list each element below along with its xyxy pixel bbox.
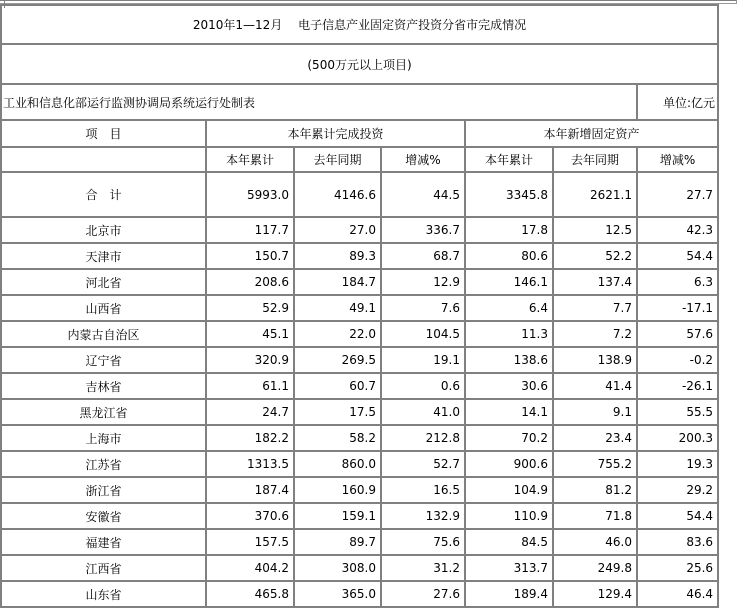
- item-column-header: 项 目: [1, 120, 206, 147]
- empty-header-cell: [1, 147, 206, 172]
- value-cell: 104.9: [465, 477, 553, 503]
- sub-header-last-year: 去年同期: [294, 147, 381, 172]
- row-label-cell: 山西省: [1, 295, 206, 321]
- value-cell: 755.2: [553, 451, 637, 477]
- value-cell: 200.3: [637, 425, 718, 451]
- sub-header-this-year: 本年累计: [206, 147, 294, 172]
- value-cell: 12.5: [553, 217, 637, 243]
- value-cell: 1313.5: [206, 451, 294, 477]
- value-cell: 52.2: [553, 243, 637, 269]
- value-cell: -17.1: [637, 295, 718, 321]
- value-cell: 42.3: [637, 217, 718, 243]
- value-cell: 160.9: [294, 477, 381, 503]
- producer-row: [1, 84, 718, 120]
- table-row: [1, 217, 718, 243]
- value-cell: 0.6: [381, 373, 465, 399]
- row-label-cell: 山东省: [1, 581, 206, 607]
- value-cell: 70.2: [465, 425, 553, 451]
- value-cell: 208.6: [206, 269, 294, 295]
- subtitle-row: [1, 44, 718, 84]
- value-cell: 58.2: [294, 425, 381, 451]
- group-header-completed-investment: 本年累计完成投资: [206, 120, 465, 147]
- row-label-cell: 河北省: [1, 269, 206, 295]
- sub-header-last-year: 去年同期: [553, 147, 637, 172]
- value-cell: 29.2: [637, 477, 718, 503]
- value-cell: 52.7: [381, 451, 465, 477]
- row-label-cell: 辽宁省: [1, 347, 206, 373]
- value-cell: 17.5: [294, 399, 381, 425]
- value-cell: 320.9: [206, 347, 294, 373]
- value-cell: 187.4: [206, 477, 294, 503]
- table-row: [1, 243, 718, 269]
- value-cell: 14.1: [465, 399, 553, 425]
- value-cell: 2621.1: [553, 172, 637, 217]
- investment-table: [0, 4, 719, 608]
- table-row: [1, 529, 718, 555]
- row-label-cell: 江西省: [1, 555, 206, 581]
- value-cell: 71.8: [553, 503, 637, 529]
- group-header-new-fixed-assets: 本年新增固定资产: [465, 120, 718, 147]
- value-cell: 132.9: [381, 503, 465, 529]
- header-group-row: [1, 120, 718, 147]
- table-row-total: [1, 172, 718, 217]
- row-label-cell: 吉林省: [1, 373, 206, 399]
- value-cell: 365.0: [294, 581, 381, 607]
- value-cell: 900.6: [465, 451, 553, 477]
- value-cell: 6.4: [465, 295, 553, 321]
- value-cell: 31.2: [381, 555, 465, 581]
- row-label-cell: 上海市: [1, 425, 206, 451]
- value-cell: 184.7: [294, 269, 381, 295]
- value-cell: 25.6: [637, 555, 718, 581]
- sub-header-change: 增减%: [637, 147, 718, 172]
- value-cell: 7.2: [553, 321, 637, 347]
- value-cell: 313.7: [465, 555, 553, 581]
- table-row: [1, 451, 718, 477]
- value-cell: 17.8: [465, 217, 553, 243]
- value-cell: 189.4: [465, 581, 553, 607]
- row-label-cell: 合 计: [1, 172, 206, 217]
- value-cell: 6.3: [637, 269, 718, 295]
- sub-header-change: 增减%: [381, 147, 465, 172]
- table-row: [1, 503, 718, 529]
- value-cell: -26.1: [637, 373, 718, 399]
- value-cell: 19.3: [637, 451, 718, 477]
- value-cell: 19.1: [381, 347, 465, 373]
- value-cell: 12.9: [381, 269, 465, 295]
- value-cell: 49.1: [294, 295, 381, 321]
- value-cell: 4146.6: [294, 172, 381, 217]
- value-cell: 11.3: [465, 321, 553, 347]
- value-cell: 68.7: [381, 243, 465, 269]
- value-cell: 110.9: [465, 503, 553, 529]
- value-cell: 16.5: [381, 477, 465, 503]
- row-label-cell: 北京市: [1, 217, 206, 243]
- value-cell: 137.4: [553, 269, 637, 295]
- table-row: [1, 399, 718, 425]
- value-cell: 150.7: [206, 243, 294, 269]
- value-cell: 146.1: [465, 269, 553, 295]
- value-cell: 60.7: [294, 373, 381, 399]
- value-cell: 138.6: [465, 347, 553, 373]
- value-cell: 89.3: [294, 243, 381, 269]
- row-label-cell: 天津市: [1, 243, 206, 269]
- value-cell: 3345.8: [465, 172, 553, 217]
- table-row: [1, 425, 718, 451]
- value-cell: 7.6: [381, 295, 465, 321]
- value-cell: 75.6: [381, 529, 465, 555]
- value-cell: 54.4: [637, 243, 718, 269]
- cropped-table-edge: [0, 0, 737, 4]
- table-row: [1, 295, 718, 321]
- value-cell: 22.0: [294, 321, 381, 347]
- value-cell: 30.6: [465, 373, 553, 399]
- value-cell: 182.2: [206, 425, 294, 451]
- value-cell: 45.1: [206, 321, 294, 347]
- value-cell: 212.8: [381, 425, 465, 451]
- value-cell: 44.5: [381, 172, 465, 217]
- header-sub-row: [1, 147, 718, 172]
- value-cell: 5993.0: [206, 172, 294, 217]
- value-cell: 83.6: [637, 529, 718, 555]
- value-cell: 27.0: [294, 217, 381, 243]
- value-cell: 89.7: [294, 529, 381, 555]
- table-row: [1, 581, 718, 607]
- value-cell: 81.2: [553, 477, 637, 503]
- value-cell: 46.4: [637, 581, 718, 607]
- value-cell: 308.0: [294, 555, 381, 581]
- value-cell: 61.1: [206, 373, 294, 399]
- value-cell: 138.9: [553, 347, 637, 373]
- row-label-cell: 浙江省: [1, 477, 206, 503]
- value-cell: -0.2: [637, 347, 718, 373]
- value-cell: 80.6: [465, 243, 553, 269]
- value-cell: 336.7: [381, 217, 465, 243]
- value-cell: 23.4: [553, 425, 637, 451]
- row-label-cell: 江苏省: [1, 451, 206, 477]
- value-cell: 84.5: [465, 529, 553, 555]
- value-cell: 129.4: [553, 581, 637, 607]
- value-cell: 41.4: [553, 373, 637, 399]
- row-label-cell: 内蒙古自治区: [1, 321, 206, 347]
- value-cell: 27.6: [381, 581, 465, 607]
- value-cell: 9.1: [553, 399, 637, 425]
- producer-label: 工业和信息化部运行监测协调局系统运行处制表: [1, 84, 637, 120]
- value-cell: 55.5: [637, 399, 718, 425]
- row-label-cell: 安徽省: [1, 503, 206, 529]
- table-row: [1, 347, 718, 373]
- page-subtitle: (500万元以上项目): [1, 44, 718, 84]
- table-row: [1, 321, 718, 347]
- row-label-cell: 福建省: [1, 529, 206, 555]
- title-row: [1, 5, 718, 44]
- value-cell: 41.0: [381, 399, 465, 425]
- value-cell: 370.6: [206, 503, 294, 529]
- value-cell: 404.2: [206, 555, 294, 581]
- table-row: [1, 269, 718, 295]
- value-cell: 465.8: [206, 581, 294, 607]
- unit-label: 单位:亿元: [637, 84, 718, 120]
- value-cell: 52.9: [206, 295, 294, 321]
- page-title: 2010年1—12月 电子信息产业固定资产投资分省市完成情况: [1, 5, 718, 44]
- value-cell: 157.5: [206, 529, 294, 555]
- value-cell: 159.1: [294, 503, 381, 529]
- table-row: [1, 555, 718, 581]
- row-label-cell: 黑龙江省: [1, 399, 206, 425]
- value-cell: 7.7: [553, 295, 637, 321]
- value-cell: 860.0: [294, 451, 381, 477]
- table-row: [1, 477, 718, 503]
- value-cell: 27.7: [637, 172, 718, 217]
- table-row: [1, 373, 718, 399]
- value-cell: 249.8: [553, 555, 637, 581]
- value-cell: 24.7: [206, 399, 294, 425]
- value-cell: 57.6: [637, 321, 718, 347]
- value-cell: 46.0: [553, 529, 637, 555]
- value-cell: 104.5: [381, 321, 465, 347]
- value-cell: 54.4: [637, 503, 718, 529]
- value-cell: 117.7: [206, 217, 294, 243]
- value-cell: 269.5: [294, 347, 381, 373]
- sub-header-this-year: 本年累计: [465, 147, 553, 172]
